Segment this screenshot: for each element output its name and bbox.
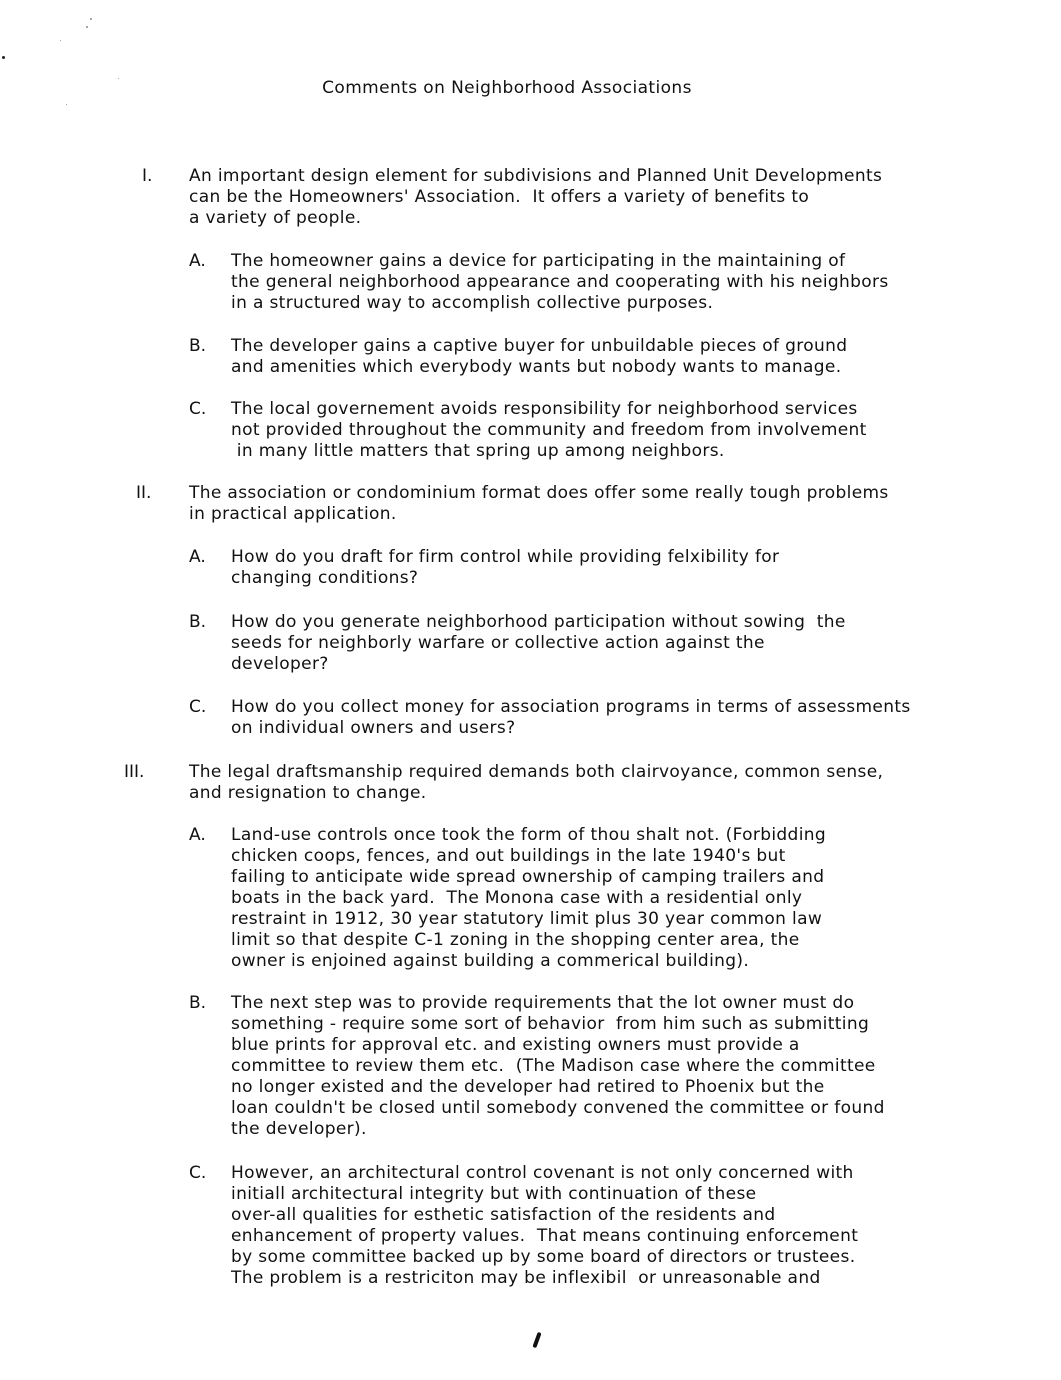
section-2-item-b-line: developer? — [231, 654, 329, 674]
section-3-item-b-line: loan couldn't be closed until somebody convened the committee or found — [231, 1098, 885, 1118]
section-3-marker: III. — [124, 762, 145, 782]
section-1-item-b-line: and amenities which everybody wants but nobody wants to manage. — [231, 357, 842, 377]
section-3-item-b-line: The next step was to provide requirements that the lot owner must do — [231, 993, 855, 1013]
scan-speck — [86, 26, 88, 28]
section-1-line: can be the Homeowners' Association. It offers a variety of benefits to — [189, 187, 810, 207]
section-3-item-b-line: committee to review them etc. (The Madison case where the committee — [231, 1056, 876, 1076]
section-1-item-c-marker: C. — [189, 399, 207, 419]
section-2-item-b-marker: B. — [189, 612, 207, 632]
scan-speck — [118, 78, 119, 79]
section-3-item-c-line: The problem is a restriciton may be inflexibil or unreasonable and — [231, 1268, 821, 1288]
page-title: Comments on Neighborhood Associations — [322, 78, 692, 98]
section-2-item-b-line: How do you generate neighborhood participation without sowing the — [231, 612, 846, 632]
section-3-item-b-marker: B. — [189, 993, 207, 1013]
section-3-line: and resignation to change. — [189, 783, 427, 803]
section-1-item-c-line: in many little matters that spring up among neighbors. — [231, 441, 725, 461]
section-2-item-a-line: changing conditions? — [231, 568, 419, 588]
section-2-item-c-marker: C. — [189, 697, 207, 717]
section-1-item-b-line: The developer gains a captive buyer for unbuildable pieces of ground — [231, 336, 848, 356]
section-3-item-b-line: no longer existed and the developer had retired to Phoenix but the — [231, 1077, 825, 1097]
section-2-marker: II. — [136, 483, 152, 503]
section-3-item-c-line: enhancement of property values. That means continuing enforcement — [231, 1226, 859, 1246]
section-1-line: a variety of people. — [189, 208, 362, 228]
section-3-item-b-line: blue prints for approval etc. and existing owners must provide a — [231, 1035, 800, 1055]
scan-speck — [2, 56, 5, 59]
section-1-line: An important design element for subdivisions and Planned Unit Developments — [189, 166, 883, 186]
section-1-marker: I. — [142, 166, 153, 186]
section-3-item-a-line: boats in the back yard. The Monona case with a residential only — [231, 888, 803, 908]
section-2-item-c-line: How do you collect money for association programs in terms of assessments — [231, 697, 911, 717]
section-3-item-b-line: something - require some sort of behavior from him such as submitting — [231, 1014, 870, 1034]
section-3-item-a-line: failing to anticipate wide spread ownership of camping trailers and — [231, 867, 825, 887]
section-3-item-a-line: restraint in 1912, 30 year statutory limit plus 30 year common law — [231, 909, 823, 929]
section-3-item-a-line: chicken coops, fences, and out buildings in the late 1940's but — [231, 846, 786, 866]
section-1-item-a-line: the general neighborhood appearance and cooperating with his neighbors — [231, 272, 889, 292]
scan-speck — [66, 104, 67, 105]
scan-speck — [90, 18, 92, 20]
section-3-item-b-line: the developer). — [231, 1119, 367, 1139]
section-1-item-a-line: in a structured way to accomplish collective purposes. — [231, 293, 714, 313]
section-1-item-c-line: not provided throughout the community and freedom from involvement — [231, 420, 867, 440]
section-3-item-c-marker: C. — [189, 1163, 207, 1183]
scan-speck — [60, 40, 61, 41]
section-1-item-c-line: The local governement avoids responsibility for neighborhood services — [231, 399, 858, 419]
section-2-line: The association or condominium format does offer some really tough problems — [189, 483, 889, 503]
section-1-item-a-line: The homeowner gains a device for participating in the maintaining of — [231, 251, 846, 271]
section-1-item-b-marker: B. — [189, 336, 207, 356]
section-3-item-c-line: by some committee backed up by some board of directors or trustees. — [231, 1247, 856, 1267]
section-2-item-a-marker: A. — [189, 547, 206, 567]
section-3-item-c-line: over-all qualities for esthetic satisfaction of the residents and — [231, 1205, 776, 1225]
section-3-item-c-line: However, an architectural control covenant is not only concerned with — [231, 1163, 854, 1183]
section-3-item-a-line: limit so that despite C-1 zoning in the shopping center area, the — [231, 930, 800, 950]
section-3-item-a-line: Land-use controls once took the form of thou shalt not. (Forbidding — [231, 825, 827, 845]
section-3-item-a-line: owner is enjoined against building a commerical building). — [231, 951, 750, 971]
section-2-line: in practical application. — [189, 504, 397, 524]
section-2-item-a-line: How do you draft for firm control while providing felxibility for — [231, 547, 780, 567]
page-mark-icon — [532, 1332, 541, 1348]
section-3-item-a-marker: A. — [189, 825, 206, 845]
section-2-item-c-line: on individual owners and users? — [231, 718, 516, 738]
section-3-item-c-line: initiall architectural integrity but with continuation of these — [231, 1184, 757, 1204]
section-2-item-b-line: seeds for neighborly warfare or collective action against the — [231, 633, 765, 653]
section-3-line: The legal draftsmanship required demands both clairvoyance, common sense, — [189, 762, 884, 782]
section-1-item-a-marker: A. — [189, 251, 206, 271]
